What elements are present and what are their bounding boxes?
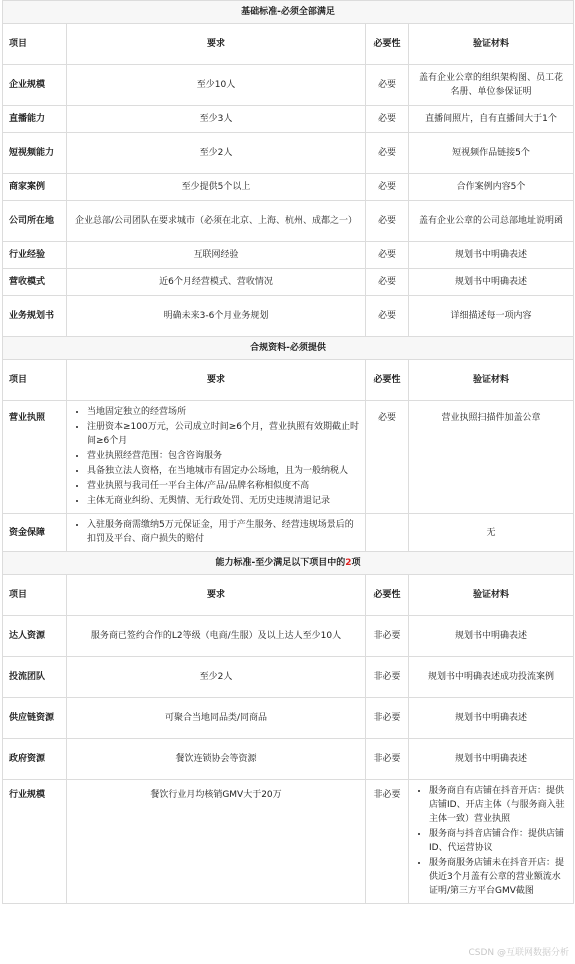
header-mandatory: 必要性 (366, 24, 409, 65)
row-mandatory: 非必要 (366, 616, 409, 657)
table-row (3, 242, 574, 269)
row-mandatory: 必要 (366, 106, 409, 133)
list-item: • 服务商自有店铺在抖音开店：提供店铺ID、开店主体（与服务商入驻主体一致）营业执照 (429, 784, 567, 826)
row-mandatory: 非必要 (366, 780, 409, 904)
requirements-table (2, 0, 574, 904)
row-mandatory: 必要 (366, 401, 409, 514)
section-ability-row (3, 552, 574, 575)
row-item: 政府资源 (3, 739, 67, 780)
row-mandatory: 必要 (366, 201, 409, 242)
row-item: 行业规模 (3, 780, 67, 904)
table-row (3, 296, 574, 337)
row-mandatory: 非必要 (366, 739, 409, 780)
row-requirement: 明确未来3-6个月业务规划 (67, 296, 366, 337)
row-requirement: 企业总部/公司团队在要求城市（必须在北京、上海、杭州、成都之一） (67, 201, 366, 242)
row-item: 商家案例 (3, 174, 67, 201)
section-title-prefix: 能力标准-至少满足以下项目中的 (215, 558, 346, 568)
row-item: 营收模式 (3, 269, 67, 296)
header-evidence: 验证材料 (409, 24, 574, 65)
header-mandatory: 必要性 (366, 575, 409, 616)
row-evidence: 详细描述每一项内容 (409, 296, 574, 337)
section-title-compliance: 合规资料-必须提供 (3, 337, 574, 360)
header-row (3, 575, 574, 616)
row-item: 行业经验 (3, 242, 67, 269)
row-mandatory: 必要 (366, 296, 409, 337)
row-evidence: 短视频作品链接5个 (409, 133, 574, 174)
table-row (3, 616, 574, 657)
row-evidence: 合作案例内容5个 (409, 174, 574, 201)
row-requirement: 互联网经验 (67, 242, 366, 269)
header-evidence: 验证材料 (409, 360, 574, 401)
row-evidence: 盖有企业公章的公司总部地址说明函 (409, 201, 574, 242)
row-requirement: 至少10人 (67, 65, 366, 106)
header-item: 项目 (3, 575, 67, 616)
row-mandatory: 必要 (366, 242, 409, 269)
row-evidence: 直播间照片，自有直播间大于1个 (409, 106, 574, 133)
row-evidence-list (409, 780, 574, 904)
table-row (3, 201, 574, 242)
list-item: • 服务商与抖音店铺合作：提供店铺ID、代运营协议 (429, 827, 567, 855)
row-mandatory: 非必要 (366, 698, 409, 739)
row-mandatory: 必要 (366, 269, 409, 296)
table-row-industry (3, 780, 574, 904)
row-item: 公司所在地 (3, 201, 67, 242)
row-mandatory: 非必要 (366, 657, 409, 698)
table-row-license (3, 401, 574, 514)
row-requirement: 餐饮连锁协会等资源 (67, 739, 366, 780)
table-row (3, 739, 574, 780)
row-evidence: 盖有企业公章的组织架构图、员工花名册、单位参保证明 (409, 65, 574, 106)
row-requirement: 餐饮行业月均核销GMV大于20万 (67, 780, 366, 904)
table-row (3, 65, 574, 106)
list-item: • 当地固定独立的经营场所 (87, 405, 359, 419)
table-row (3, 269, 574, 296)
table-row (3, 174, 574, 201)
row-evidence: 规划书中明确表述 (409, 616, 574, 657)
row-mandatory: 必要 (366, 65, 409, 106)
row-evidence: 无 (409, 514, 574, 552)
row-mandatory: 必要 (366, 133, 409, 174)
header-requirement: 要求 (67, 24, 366, 65)
header-requirement: 要求 (67, 575, 366, 616)
header-row (3, 24, 574, 65)
row-evidence: 规划书中明确表述成功投流案例 (409, 657, 574, 698)
section-compliance-row (3, 337, 574, 360)
row-mandatory (366, 514, 409, 552)
section-basic-row (3, 1, 574, 24)
header-item: 项目 (3, 24, 67, 65)
row-item: 直播能力 (3, 106, 67, 133)
row-item: 短视频能力 (3, 133, 67, 174)
header-mandatory: 必要性 (366, 360, 409, 401)
row-evidence: 营业执照扫描件加盖公章 (409, 401, 574, 514)
row-requirement: 至少2人 (67, 133, 366, 174)
row-item: 供应链资源 (3, 698, 67, 739)
row-requirement: 至少2人 (67, 657, 366, 698)
section-title-basic: 基础标准-必须全部满足 (3, 1, 574, 24)
list-item: • 注册资本≥100万元，公司成立时间≥6个月，营业执照有效期截止时间≥6个月 (87, 420, 359, 448)
row-requirement: 近6个月经营模式、营收情况 (67, 269, 366, 296)
row-requirement-list (67, 514, 366, 552)
row-item: 投流团队 (3, 657, 67, 698)
table-row (3, 698, 574, 739)
list-item: • 营业执照经营范围：包含咨询服务 (87, 449, 359, 463)
list-item: • 入驻服务商需缴纳5万元保证金，用于产生服务、经营违规场景后的扣罚及平台、商户损失的赔付 (87, 518, 359, 546)
row-requirement: 可聚合当地同品类/同商品 (67, 698, 366, 739)
row-item: 资金保障 (3, 514, 67, 552)
list-item: • 营业执照与我司任一平台主体/产品/品牌名称相似度不高 (87, 479, 359, 493)
list-item: • 主体无商业纠纷、无舆情、无行政处罚、无历史违规清退记录 (87, 494, 359, 508)
table-row (3, 133, 574, 174)
table-row (3, 106, 574, 133)
row-item: 达人资源 (3, 616, 67, 657)
row-requirement-list (67, 401, 366, 514)
row-requirement: 至少提供5个以上 (67, 174, 366, 201)
table-row (3, 657, 574, 698)
row-item: 营业执照 (3, 401, 67, 514)
section-title-suffix: 项 (351, 558, 361, 568)
section-title-number: 2 (345, 558, 352, 568)
table-row-guarantee (3, 514, 574, 552)
row-evidence: 规划书中明确表述 (409, 698, 574, 739)
row-item: 业务规划书 (3, 296, 67, 337)
header-item: 项目 (3, 360, 67, 401)
row-requirement: 至少3人 (67, 106, 366, 133)
row-requirement: 服务商已签约合作的L2等级（电商/生服）及以上达人至少10人 (67, 616, 366, 657)
row-evidence: 规划书中明确表述 (409, 242, 574, 269)
header-requirement: 要求 (67, 360, 366, 401)
list-item: • 服务商服务店铺未在抖音开店：提供近3个月盖有公章的营业额流水证明/第三方平台GMV截图 (429, 856, 567, 898)
header-evidence: 验证材料 (409, 575, 574, 616)
row-mandatory: 必要 (366, 174, 409, 201)
row-evidence: 规划书中明确表述 (409, 269, 574, 296)
list-item: • 具备独立法人资格，在当地城市有固定办公场地，且为一般纳税人 (87, 464, 359, 478)
row-evidence: 规划书中明确表述 (409, 739, 574, 780)
row-item: 企业规模 (3, 65, 67, 106)
section-title-ability (3, 552, 574, 575)
watermark: CSDN @互联网数据分析 (468, 948, 569, 958)
header-row (3, 360, 574, 401)
